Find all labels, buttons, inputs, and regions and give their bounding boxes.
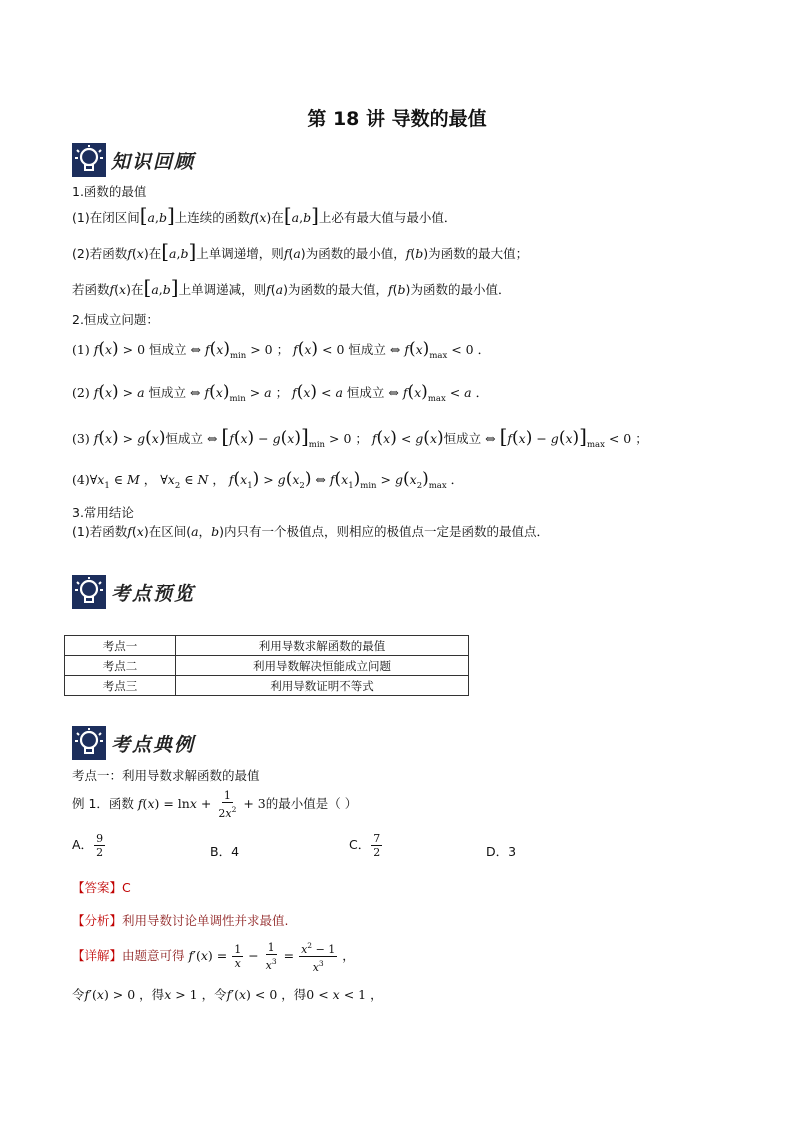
table-row [65, 636, 469, 656]
table-row [65, 676, 469, 696]
table-cell-content: 利用导数解决恒能成立问题 [176, 656, 469, 676]
section-header-examples [72, 721, 195, 765]
review-line-1: (1)在闭区间[a,b]上连续的函数f(x)在[a,b]上必有最大值与最小值． [72, 203, 457, 227]
review-line-3: 若函数f(x)在[a,b]上单调递减，则f(a)为函数的最大值，f(b)为函数的最小值． [72, 275, 511, 299]
lightbulb-icon [72, 575, 106, 609]
table-cell-label: 考点三 [65, 676, 176, 696]
section-title: 知识回顾 [111, 150, 196, 173]
option-b[interactable]: B．4 [210, 844, 240, 859]
example-topic: 考点一：利用导数求解函数的最值 [72, 768, 260, 783]
table-cell-label: 考点二 [65, 656, 176, 676]
page-title: 第 18 讲 导数的最值 [307, 108, 487, 130]
condition-1: (1) f(x) > 0 恒成立 ⇔ $f(x)_{min} > 0$ ； f(x) < 0 恒成立 ⇔ $f(x)_{max} < 0$ ． [72, 339, 491, 361]
detail-line: 【详解】由题意可得 f′(x) = $\frac{1}{x}$ − $\frac{1}{x^3}$ = $\frac{x^2 - 1}{x^3}$ ， [72, 941, 355, 974]
table-cell-label: 考点一 [65, 636, 176, 656]
heading-constant-hold: 2.恒成立问题： [72, 312, 159, 327]
section-title: 考点典例 [111, 733, 196, 756]
condition-4: $(4)\forall x_1$ ∈ M ， $\forall x_2$ ∈ N ， $f(x_1) > g(x_2)$ ⇔ $f(x_1)_{min} > g(x_2)_{max}$ ． [72, 469, 464, 491]
analysis-text: 利用导数讨论单调性并求最值. [122, 913, 289, 928]
table-row [65, 656, 469, 676]
section-header-review [72, 138, 195, 182]
answer-value: C [122, 880, 131, 895]
table-cell-content: 利用导数求解函数的最值 [176, 636, 469, 656]
conclusion-1: (1)若函数f(x)在区间(a，b)内只有一个极值点，则相应的极值点一定是函数的最值点． [72, 524, 549, 539]
heading-common-conclusions: 3.常用结论 [72, 505, 134, 520]
answer-tag: 【答案】 [72, 880, 123, 895]
option-a[interactable]: A． $\frac{9}{2}$ [72, 832, 104, 859]
analysis-tag: 【分析】 [72, 913, 123, 928]
detail-tag: 【详解】 [72, 948, 123, 963]
solution-step: 令f′(x) > 0 ，得x > 1 ，令f′(x) < 0 ，得0 < x < 1 ， [72, 987, 383, 1002]
section-title: 考点预览 [111, 582, 196, 605]
heading-function-extrema: 1.函数的最值 [72, 184, 147, 199]
example-stem: 例 1．函数 f(x) = lnx + $\frac{1}{2x^2}$ + 3的最小值是（ ） [72, 789, 358, 820]
analysis-line [72, 911, 289, 929]
lightbulb-icon [72, 726, 106, 760]
section-header-preview [72, 570, 195, 614]
topics-table [64, 635, 469, 696]
condition-3: (3) f(x) > g(x)恒成立 ⇔ $[f(x) - g(x)]_{min} > 0$ ； f(x) < g(x)恒成立 ⇔ $[f(x) - g(x)]_{max} < 0$ ； [72, 424, 648, 450]
answer-line [72, 878, 131, 896]
option-d[interactable]: D．3 [486, 844, 517, 859]
table-cell-content: 利用导数证明不等式 [176, 676, 469, 696]
review-line-2: (2)若函数f(x)在[a,b]上单调递增，则f(a)为函数的最小值，f(b)为函数的最大值； [72, 239, 529, 263]
condition-2: (2) f(x) > a 恒成立 ⇔ $f(x)_{min} > a$ ； f(x) < a 恒成立 ⇔ $f(x)_{max} < a$ ． [72, 382, 489, 404]
option-c[interactable]: C． $\frac{7}{2}$ [349, 832, 381, 859]
lightbulb-icon [72, 143, 106, 177]
